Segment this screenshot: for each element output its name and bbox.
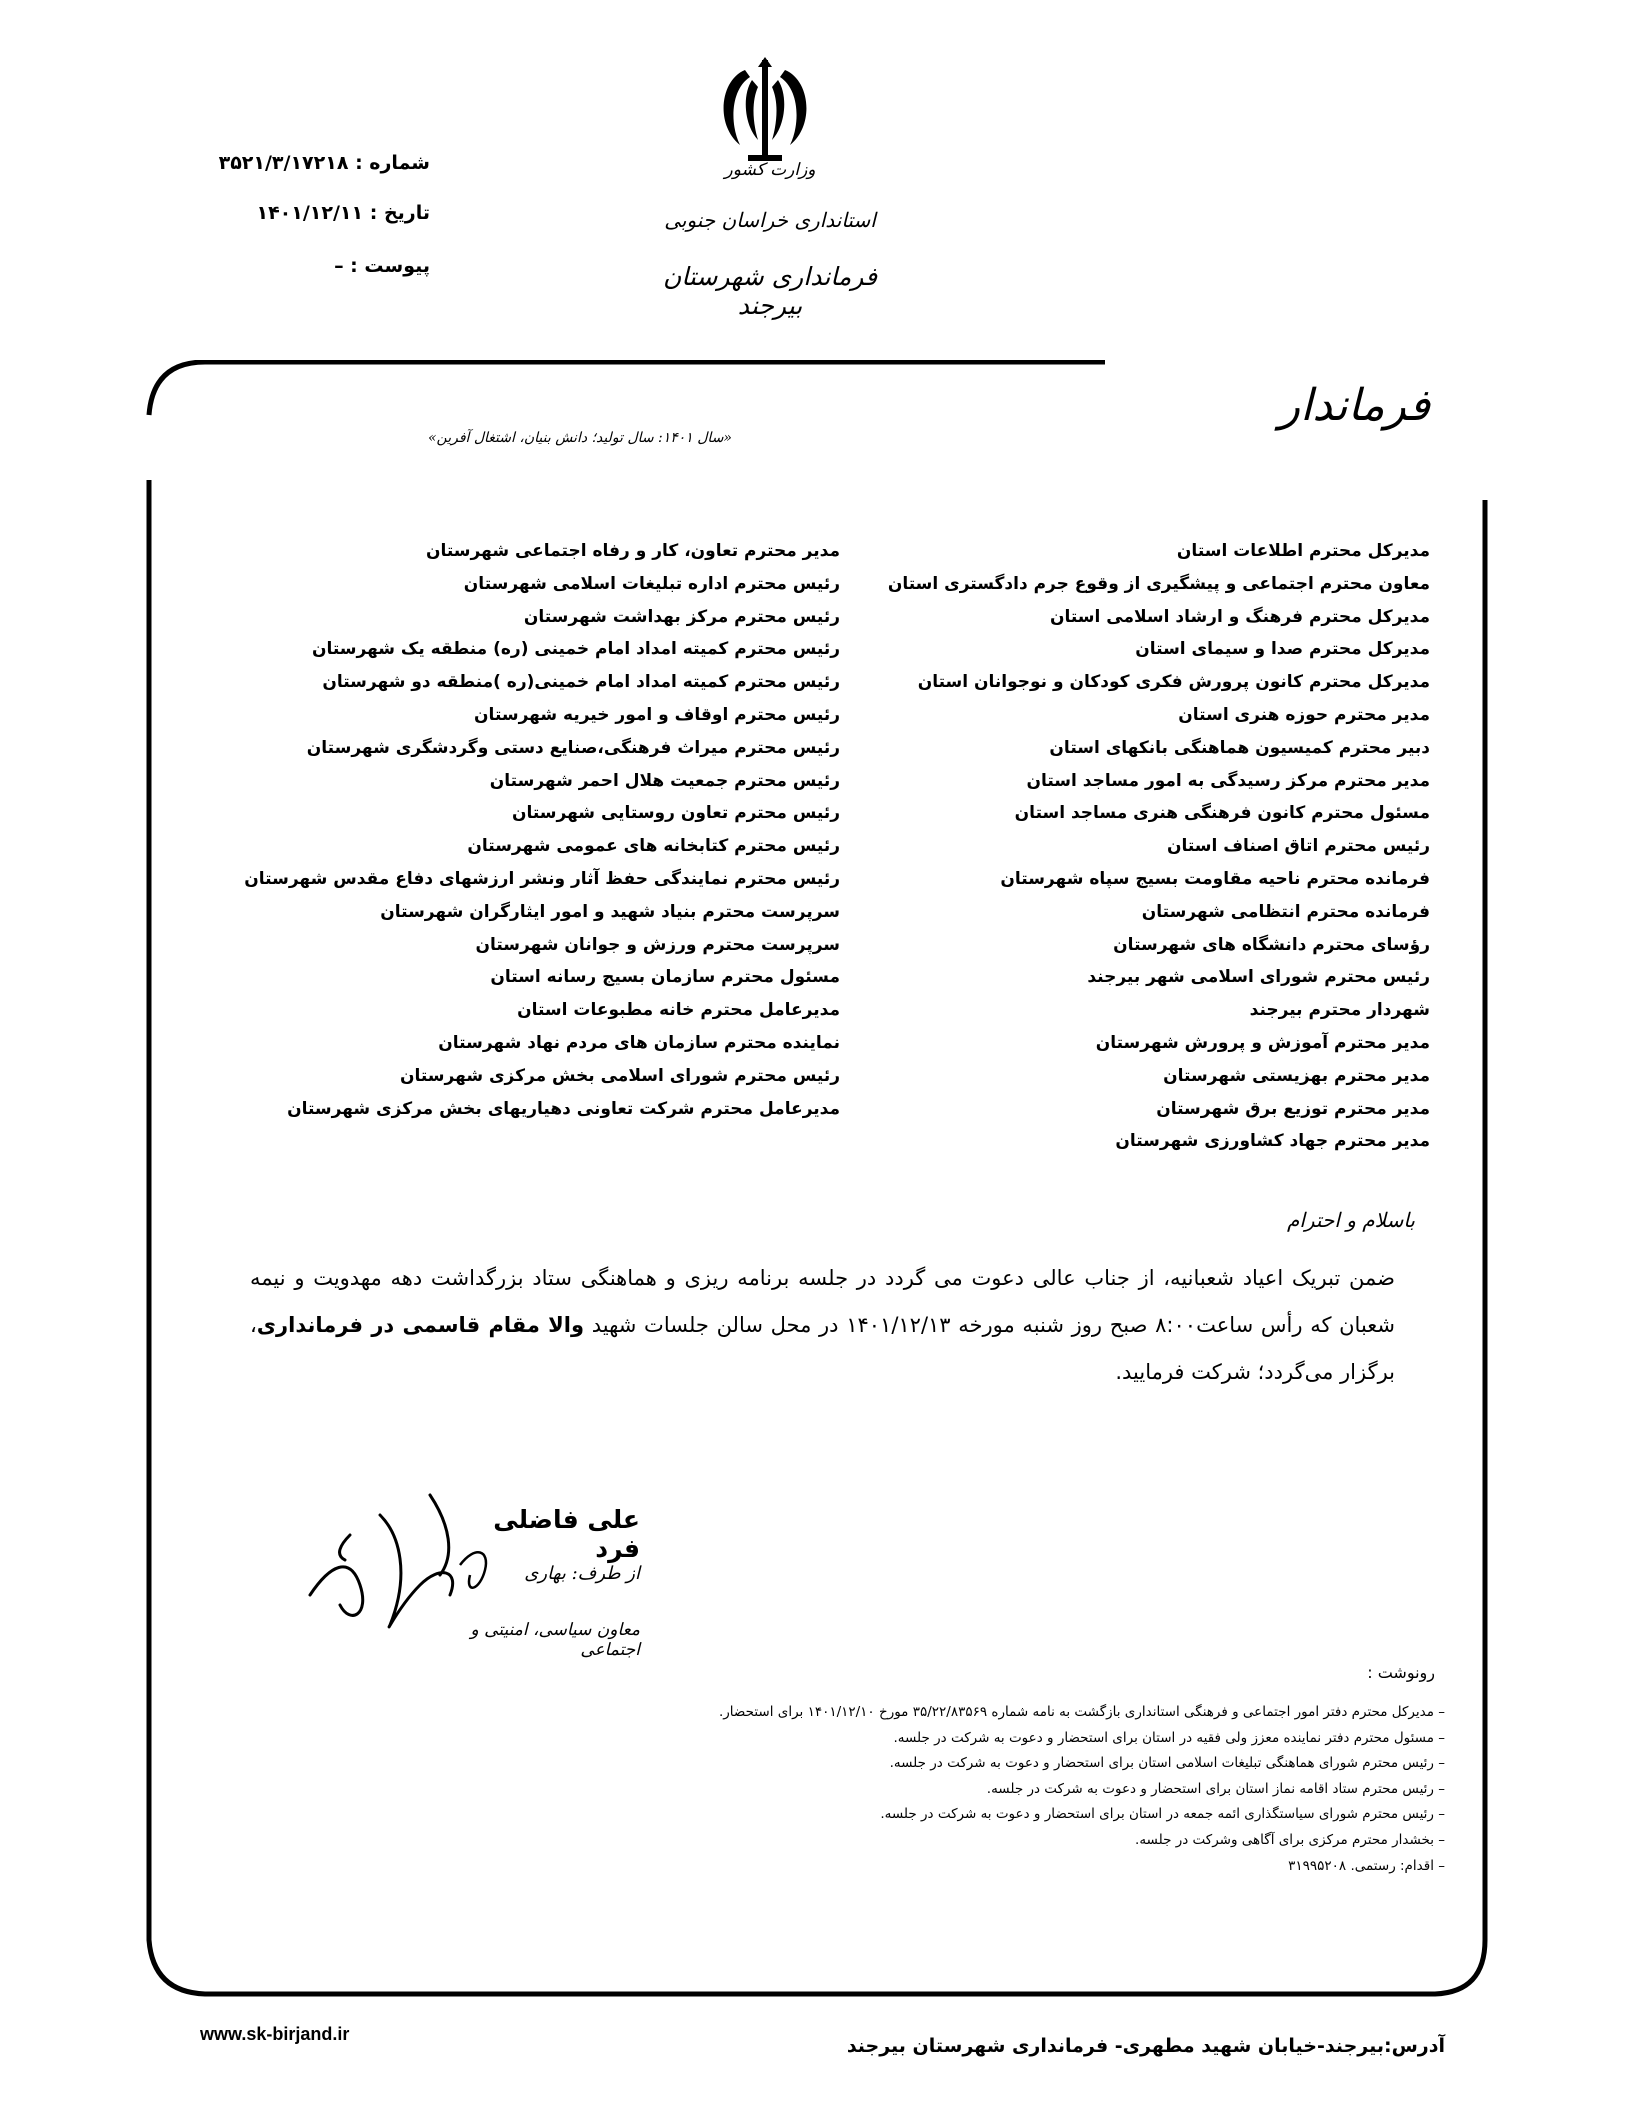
county-office-name: فرمانداری شهرستان بیرجند	[662, 262, 878, 320]
greeting: باسلام و احترام	[1286, 1208, 1415, 1232]
recipient-item: مدیر محترم آموزش و پرورش شهرستان	[1095, 1032, 1430, 1053]
letter-date: تاریخ : ۱۴۰۱/۱۲/۱۱	[256, 202, 430, 224]
cc-item: – بخشدار محترم مرکزی برای آگاهی وشرکت در جلسه.	[1135, 1831, 1445, 1848]
recipient-item: معاون محترم اجتماعی و پیشگیری از وقوع جرم دادگستری استان	[887, 573, 1430, 594]
cc-title: رونوشت :	[1367, 1663, 1435, 1682]
recipient-item: فرمانده محترم ناحیه مقاومت بسیج سپاه شهرستان	[1000, 868, 1430, 889]
recipient-item: شهردار محترم بیرجند	[1249, 1000, 1430, 1021]
letter-attachment: پیوست : –	[334, 255, 430, 277]
recipients-left-column	[230, 535, 840, 1125]
year-slogan: «سال ۱۴۰۱: سال تولید؛ دانش بنیان، اشتغال آفرین»	[427, 430, 732, 446]
recipient-item: مدیرکل محترم کانون پرورش فکری کودکان و نوجوانان استان	[917, 672, 1430, 693]
recipient-item: مدیرکل محترم فرهنگ و ارشاد اسلامی استان	[1049, 606, 1430, 627]
recipient-item: سرپرست محترم بنیاد شهید و امور ایثارگران شهرستان	[380, 901, 840, 922]
recipient-item: رئیس محترم اتاق اصناف استان	[1166, 836, 1430, 857]
ministry-name: وزارت کشور	[724, 160, 816, 180]
cc-item: – رئیس محترم شورای هماهنگی تبلیغات اسلامی استان برای استحضار و دعوت به شرکت در جلسه.	[889, 1755, 1445, 1772]
letter-number: شماره : ۳۵۲۱/۳/۱۷۲۱۸	[218, 152, 430, 174]
recipient-item: رئیس محترم جمعیت هلال احمر شهرستان	[489, 770, 840, 791]
recipient-item: سرپرست محترم ورزش و جوانان شهرستان	[475, 934, 840, 955]
recipient-item: مسئول محترم کانون فرهنگی هنری مساجد استان	[1014, 803, 1430, 824]
recipient-item: نماینده محترم سازمان های مردم نهاد شهرستان	[438, 1032, 840, 1053]
footer-address: آدرس:بیرجند-خیابان شهید مطهری- فرمانداری شهرستان بیرجند	[846, 2035, 1445, 2057]
province-office-name: استانداری خراسان جنوبی	[664, 208, 876, 232]
letter-body-part3: ، برگزار می‌گردد؛ شرکت فرمایید.	[250, 1313, 1395, 1384]
cc-item: – مدیرکل محترم دفتر امور اجتماعی و فرهنگی استانداری بازگشت به نامه شماره ۳۵/۲۲/۸۳۵۶۹ مورخ ۱۴۰۱/۱۲/۱۰ برای استحضار.	[718, 1704, 1445, 1720]
recipient-item: مسئول محترم سازمان بسیج رسانه استان	[490, 967, 840, 988]
recipient-item: مدیر محترم بهزیستی شهرستان	[1163, 1065, 1430, 1086]
recipient-item: رئیس محترم شورای اسلامی بخش مرکزی شهرستان	[399, 1065, 840, 1086]
recipient-item: مدیرعامل محترم شرکت تعاونی دهیاریهای بخش مرکزی شهرستان	[287, 1098, 840, 1119]
signatory-name: علی فاضلی فرد	[493, 1505, 640, 1563]
iran-emblem-icon	[700, 55, 830, 175]
signatory-title: معاون سیاسی، امنیتی و اجتماعی	[470, 1620, 640, 1660]
letter-body	[250, 1255, 1395, 1396]
recipient-item: مدیر محترم جهاد کشاورزی شهرستان	[1115, 1131, 1430, 1152]
recipient-item: رئیس محترم کتابخانه های عمومی شهرستان	[467, 836, 840, 857]
recipients-right-column	[860, 535, 1430, 1158]
recipient-item: رئیس محترم اوقاف و امور خیریه شهرستان	[474, 704, 840, 725]
recipient-item: رئیس محترم کمیته امداد امام خمینی(ره )منطقه دو شهرستان	[322, 672, 840, 693]
recipient-item: مدیر محترم توزیع برق شهرستان	[1156, 1098, 1430, 1119]
recipient-item: رئیس محترم شورای اسلامی شهر بیرجند	[1087, 967, 1430, 988]
cc-item: – رئیس محترم ستاد اقامه نماز استان برای استحضار و دعوت به شرکت در جلسه.	[986, 1780, 1445, 1797]
recipient-item: مدیرعامل محترم خانه مطبوعات استان	[517, 1000, 840, 1021]
recipient-item: رئیس محترم اداره تبلیغات اسلامی شهرستان	[463, 573, 840, 594]
recipient-item: مدیر محترم حوزه هنری استان	[1178, 704, 1430, 725]
recipient-item: رئیس محترم تعاون روستایی شهرستان	[511, 803, 840, 824]
recipient-item: رئیس محترم نمایندگی حفظ آثار ونشر ارزشهای دفاع مقدس شهرستان	[244, 868, 840, 889]
recipient-item: مدیر محترم تعاون، کار و رفاه اجتماعی شهرستان	[425, 541, 840, 561]
letter-body-part1: ضمن تبریک اعیاد شعبانیه، از جناب عالی دعوت می گردد در جلسه برنامه ریزی و هماهنگی ستاد بزرگداشت دهه مهدویت و نیمه شعبان که رأس ساعت۸:۰۰ صبح روز شنبه مورخه ۱۴۰۱/۱۲/۱۳ در محل سالن جلسات شهید	[250, 1266, 1396, 1337]
cc-list	[440, 1700, 1445, 1879]
recipient-item: مدیرکل محترم اطلاعات استان	[1176, 541, 1430, 561]
recipient-item: مدیرکل محترم صدا و سیمای استان	[1135, 639, 1430, 660]
recipient-item: رئیس محترم میراث فرهنگی،صنایع دستی وگردشگری شهرستان	[306, 737, 840, 758]
recipient-item: مدیر محترم مرکز رسیدگی به امور مساجد استان	[1026, 770, 1430, 791]
cc-item: – اقدام: رستمی. ۳۱۹۹۵۲۰۸	[1288, 1857, 1445, 1874]
recipient-item: دبیر محترم کمیسیون هماهنگی بانکهای استان	[1049, 737, 1430, 758]
signatory-on-behalf: از طرف: بهاری	[524, 1563, 640, 1584]
cc-item: – مسئول محترم دفتر نماینده معزز ولی فقیه در استان برای استحضار و دعوت به شرکت در جلسه.	[893, 1729, 1445, 1746]
recipient-item: رئیس محترم کمیته امداد امام خمینی (ره) منطقه یک شهرستان	[311, 639, 840, 660]
footer-website: www.sk-birjand.ir	[200, 2024, 350, 2044]
letter-body-venue: والا مقام قاسمی در فرمانداری	[256, 1313, 585, 1337]
cc-item: – رئیس محترم شورای سیاستگذاری ائمه جمعه در استان برای استحضار و دعوت به شرکت در جلسه.	[880, 1806, 1445, 1823]
recipient-item: رؤسای محترم دانشگاه های شهرستان	[1113, 934, 1430, 955]
recipient-item: فرمانده محترم انتظامی شهرستان	[1141, 901, 1430, 922]
recipient-item: رئیس محترم مرکز بهداشت شهرستان	[523, 606, 840, 627]
governor-title: فرماندار	[1278, 380, 1430, 431]
